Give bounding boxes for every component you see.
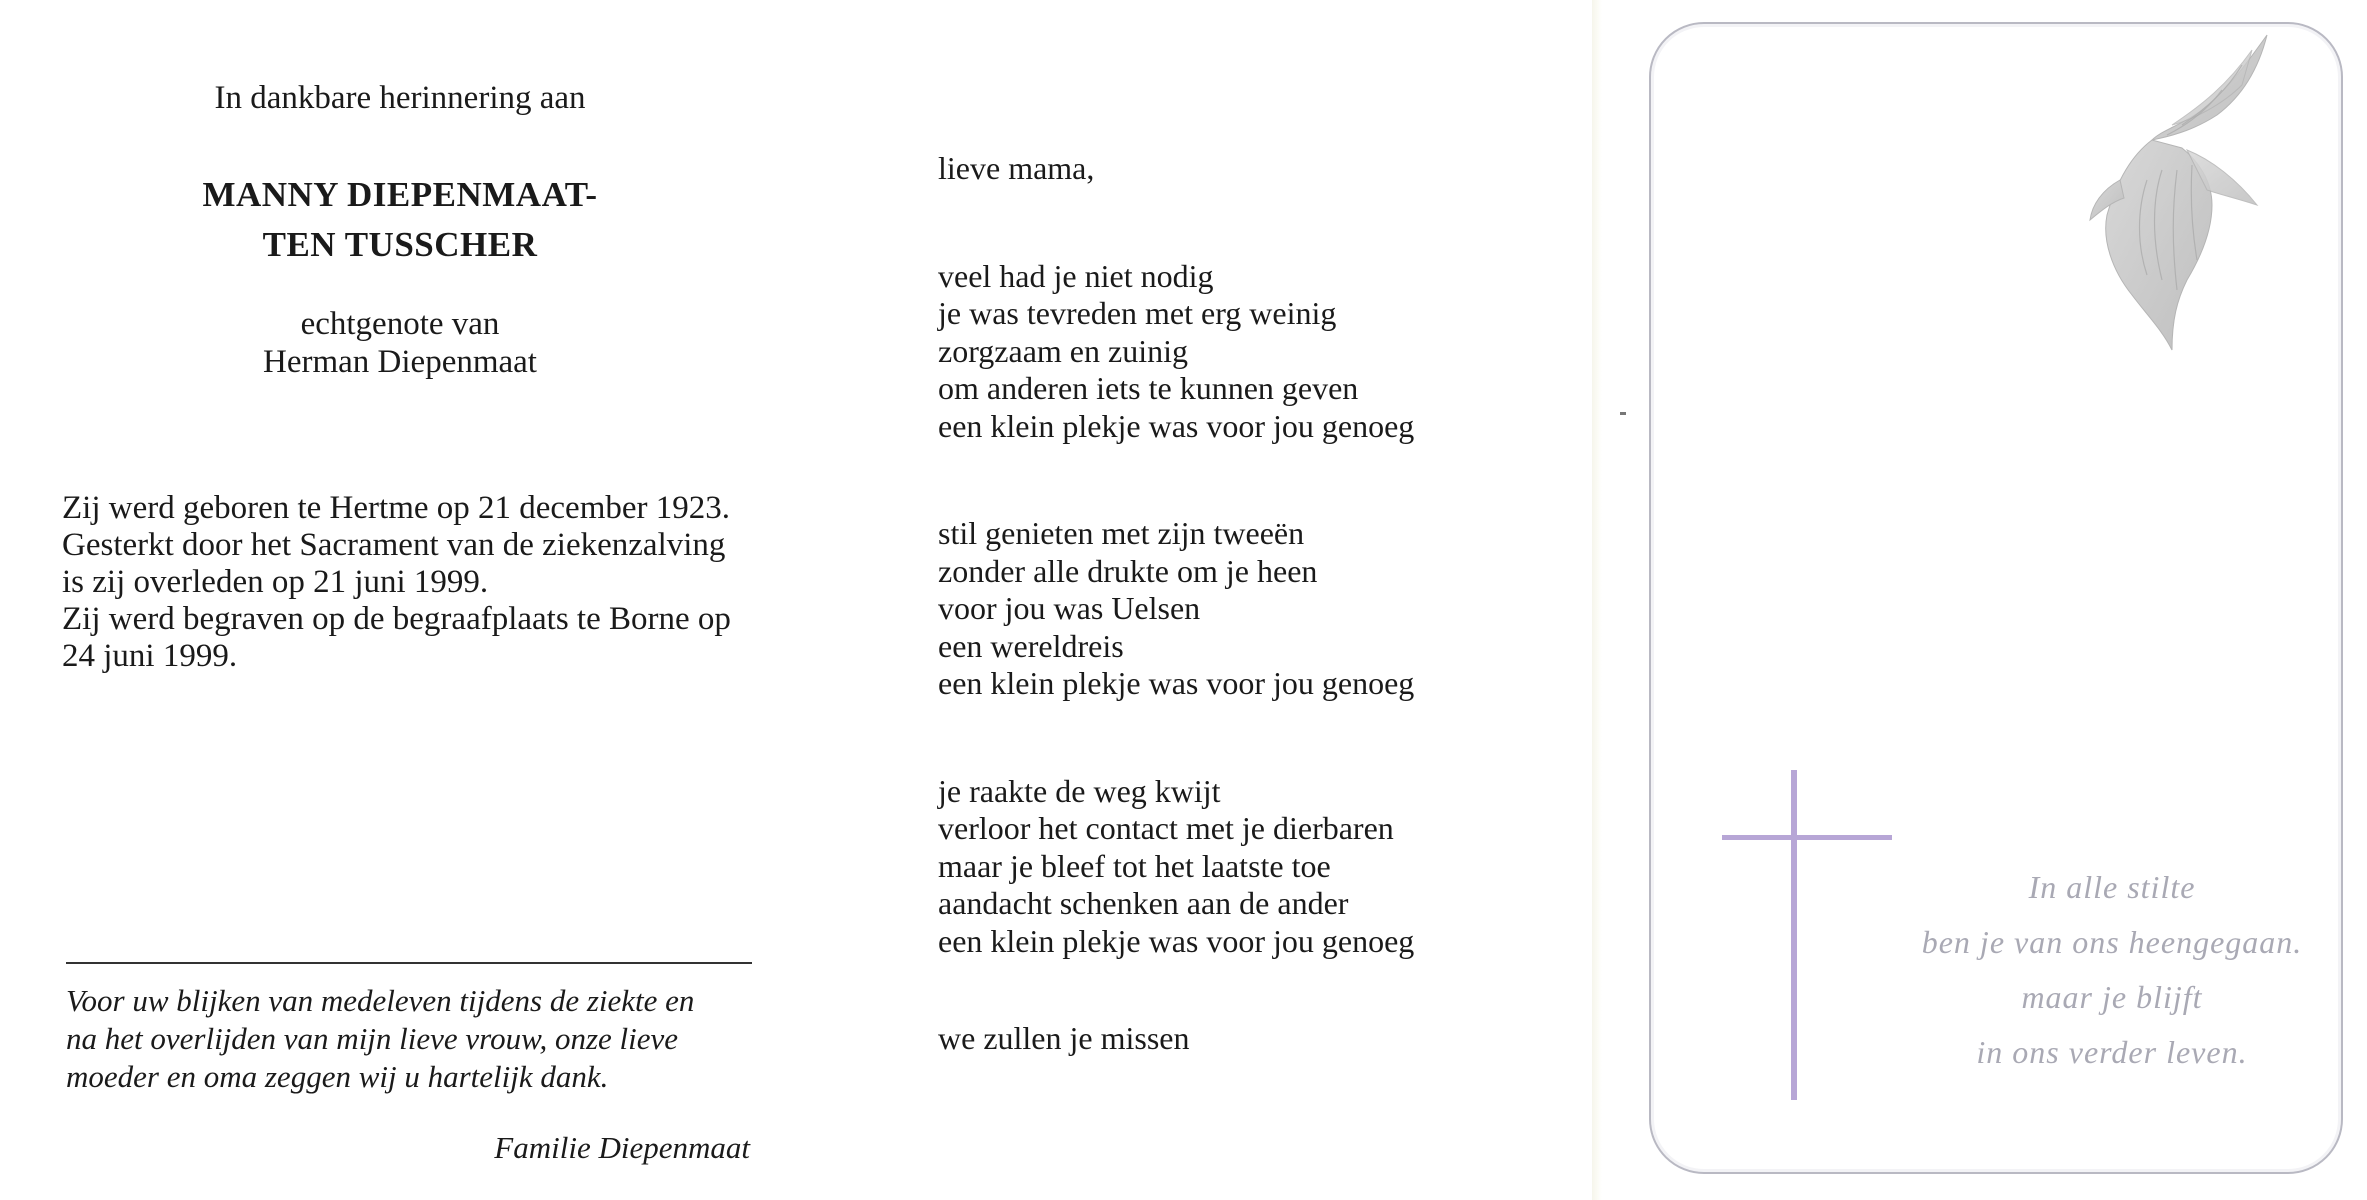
quote-line: In alle stilte [2028,869,2196,905]
poem-line: aandacht schenken aan de ander [938,885,1349,921]
thanks-line: Voor uw blijken van medeleven tijdens de ziekte en [66,983,695,1018]
card-quote [1882,860,2342,1080]
poem-line: een wereldreis [938,627,1124,664]
thanks-line: na het overlijden van mijn lieve vrouw, onze lieve [66,1021,679,1056]
poem-line: om anderen iets te kunnen geven [938,370,1359,406]
quote-line: in ons verder leven. [1976,1034,2248,1070]
page-fold [1592,0,1602,1200]
poem-line: een klein plekje was voor jou genoeg [938,665,1415,701]
dove-icon [2012,30,2312,360]
name-line-1: MANNY DIEPENMAAT- [202,175,598,214]
poem-salutation: lieve mama, [938,150,1095,186]
spouse-block [40,305,760,381]
cross-icon [1722,770,1892,1100]
poem-line: veel had je niet nodig [938,257,1214,294]
poem-line: een klein plekje was voor jou genoeg [938,407,1415,444]
deceased-name [40,170,760,270]
thanks-line: moeder en oma zeggen wij u hartelijk dank. [66,1059,609,1094]
poem-line: zonder alle drukte om je heen [938,552,1318,589]
spouse-name: Herman Diepenmaat [263,344,537,380]
biography-text [62,490,762,675]
poem-line: je raakte de weg kwijt [938,772,1221,809]
family-signature: Familie Diepenmaat [494,1130,750,1165]
quote-line: maar je blijft [2021,979,2203,1015]
bio-line: 24 juni 1999. [62,638,238,674]
poem-line: voor jou was Uelsen [938,590,1201,626]
name-line-2: TEN TUSSCHER [262,225,538,264]
intro-text: In dankbare herinnering aan [214,80,586,116]
bio-line: Zij werd geboren te Hertme op 21 december 1923. [62,490,731,526]
spouse-label: echtgenote van [300,306,500,342]
bio-line: Zij werd begraven op de begraafplaats te Borne op [62,601,731,637]
poem-line: stil genieten met zijn tweeën [938,515,1305,551]
bio-line: is zij overleden op 21 juni 1999. [62,564,489,600]
poem-closing: we zullen je missen [938,1020,1190,1056]
bio-line: Gesterkt door het Sacrament van de ziekenzalving [62,527,726,563]
poem-line: maar je bleef tot het laatste toe [938,847,1331,884]
poem-line: je was tevreden met erg weinig [938,295,1337,331]
poem-line: verloor het contact met je dierbaren [938,810,1394,846]
quote-line: ben je van ons heengegaan. [1921,924,2303,960]
poem-line: een klein plekje was voor jou genoeg [938,922,1415,959]
thanks-text [66,982,766,1096]
divider-line [66,962,752,964]
paper-speck [1620,412,1626,415]
poem [938,150,1414,1058]
memorial-card-cover [1602,0,2367,1200]
poem-line: zorgzaam en zuinig [938,332,1188,369]
